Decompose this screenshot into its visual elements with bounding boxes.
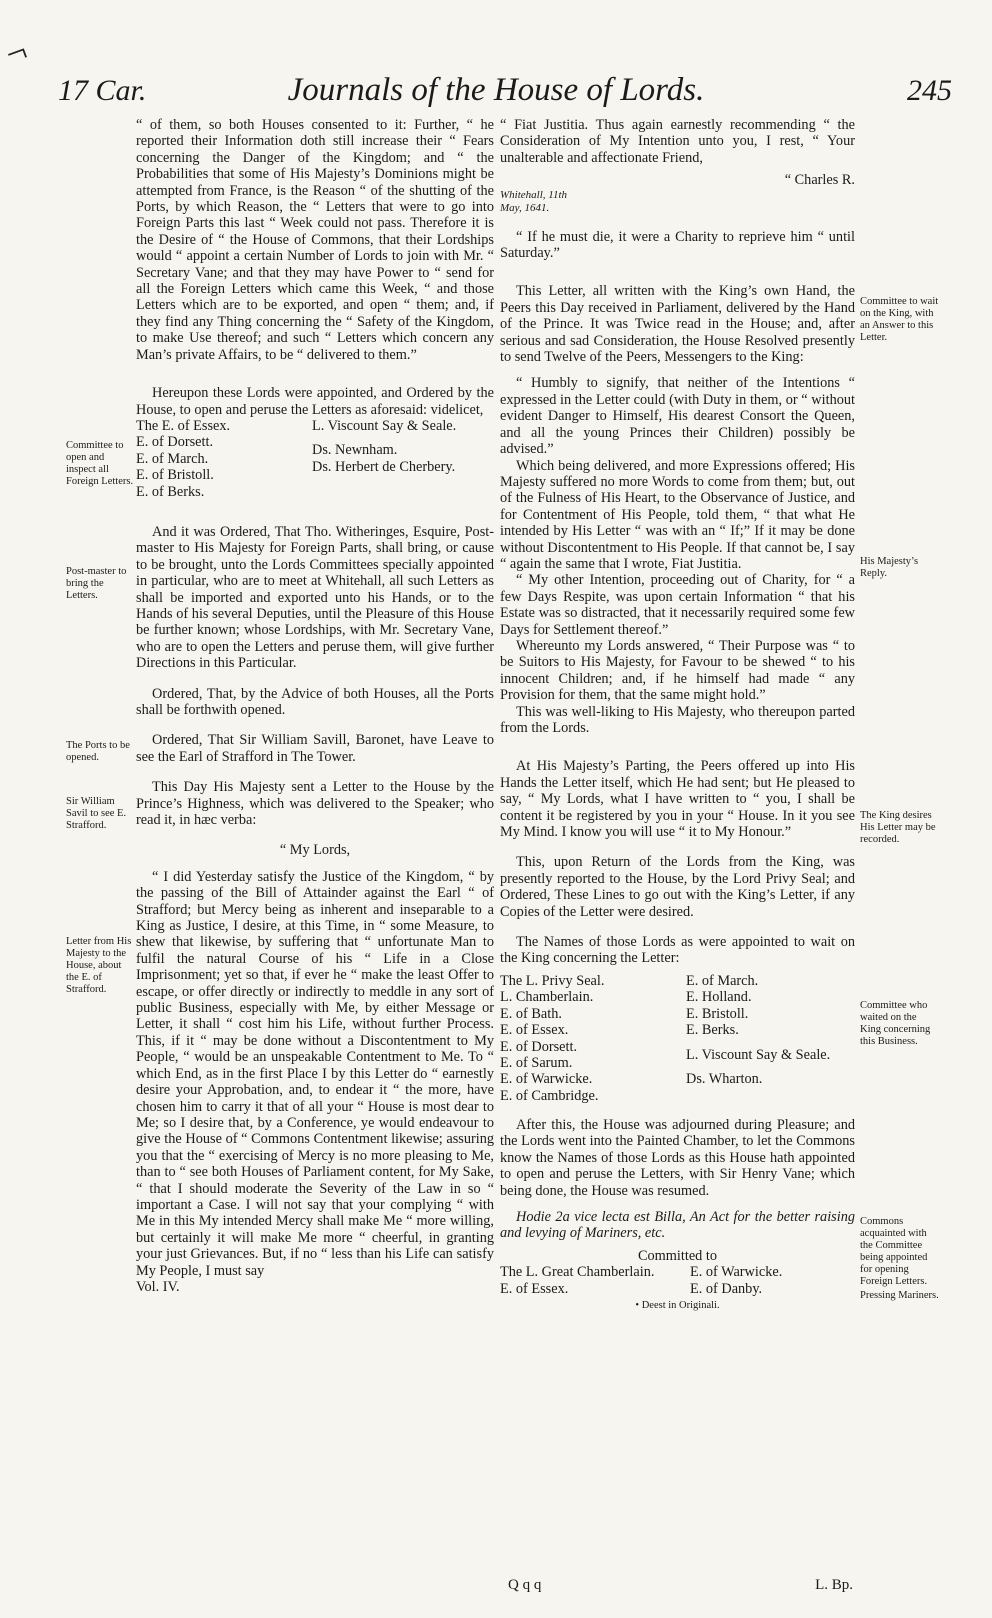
lords-waited-col1 bbox=[500, 973, 604, 1104]
commons-report-paragraph: “ of them, so both Houses consented to it: Further, “ he reported their Information doth still increase their “ Fears concerning the Danger of the Kingdom; and “ the Probabilities that some of His Majesty’s Dominions might be attempted from France, is the Reason “ of the shutting of the Ports, by which Reason, the “ Letters that were to go into Foreign Parts this last “ Week could not pass. Therefore it is the Desire of “ the House of Commons, that their Lordships would “ appoint a certain Number of Lords to join with Mr. “ Secretary Vane; and that they may have Power to “ send for all the Foreign Letters which came this Week, “ and those Letters which are to be exported, and open “ them; and, if they find any Thing concerning the “ Safety of the Kingdom, to make Use thereof; and such “ Letters which concern any Man’s private Affairs, to be “ delivered to them.” bbox=[136, 117, 494, 363]
lord-name: E. of Essex. bbox=[500, 1280, 569, 1297]
lord-name: E. Bristoll. bbox=[686, 1005, 749, 1022]
lords-appointed-paragraph: Hereupon these Lords were appointed, and Ordered by the House, to open and peruse the Letters as aforesaid: videlicet, bbox=[136, 385, 494, 418]
lords-list-col2 bbox=[312, 418, 456, 475]
margin-note-ports: The Ports to be opened. bbox=[66, 740, 130, 763]
lord-name: E. of Dorsett. bbox=[500, 1038, 578, 1055]
lord-name: E. Holland. bbox=[686, 989, 752, 1006]
lord-name: E. of Danby. bbox=[690, 1280, 763, 1297]
lord-name: E. of March. bbox=[686, 972, 759, 989]
king-letter-closing: “ Fiat Justitia. Thus again earnestly recommending “ the Consideration of My Intention unto you, I rest, “ Your unalterable and affectionate Friend, bbox=[500, 117, 855, 166]
postmaster-order-paragraph: And it was Ordered, That Tho. Witheringes, Esquire, Post-master to His Majesty for Foreign Parts, shall bring, or cause to be brought, unto the Lords Committees specially appointed in particular, who are to meet at Whitehall, all such Letters as shall be imported and exported unto his Hands, or to the Hands of his several Deputies, until the Pleasure of this House be further known; whose Lordships, with Mr. Secretary Vane, who are to open the Letters and peruse them, will give further Directions in this Particular. bbox=[136, 523, 494, 672]
regnal-year: 17 Car. bbox=[58, 74, 147, 107]
right-column bbox=[500, 117, 855, 1311]
committed-col2 bbox=[690, 1264, 782, 1297]
lords-list-letters bbox=[136, 418, 494, 502]
left-column bbox=[136, 117, 494, 1295]
names-intro-paragraph: The Names of those Lords as were appointed to wait on the King concerning the Letter: bbox=[500, 934, 855, 967]
lord-name: E. of Sarum. bbox=[500, 1054, 573, 1071]
lord-name: L. Viscount Say & Seale. bbox=[312, 417, 457, 434]
lord-name: Ds. Wharton. bbox=[686, 1070, 763, 1087]
letter-salutation: “ My Lords, bbox=[279, 842, 351, 859]
margin-note-committee-letters: Committee to open and inspect all Foreign Letters. bbox=[66, 440, 134, 487]
committed-col1 bbox=[500, 1264, 654, 1297]
margin-note-reply: His Majesty’s Reply. bbox=[860, 556, 919, 579]
lord-name: E. of March. bbox=[136, 450, 209, 467]
humbly-signify-paragraph: “ Humbly to signify, that neither of the Intentions “ expressed in the Letter could (with Duty in them, or “ without evident Danger to Himself, His dearest Consort the Queen, and all the young Princes their Children) possibly be advised.” bbox=[500, 375, 855, 458]
corner-mark: ¬ bbox=[0, 29, 33, 75]
margin-note-committee-waited: Committee who waited on the King concerning this Business. bbox=[860, 1000, 931, 1047]
other-intention-paragraph: “ My other Intention, proceeding out of Charity, for “ a few Days Respite, was upon certain Information “ that his Estate was so distracted, that it necessarily required some few Days for Settlement thereof.” bbox=[500, 572, 855, 638]
lord-name: E. of Essex. bbox=[500, 1022, 569, 1039]
lords-list-committed bbox=[500, 1264, 855, 1298]
lords-list-waited bbox=[500, 973, 855, 1107]
report-return-paragraph: This, upon Return of the Lords from the King, was presently reported to the House, by the Lord Privy Seal; and Ordered, These Lines to go out with the King’s Letter, if any Copies of the Letter were desired. bbox=[500, 854, 855, 920]
lord-name: L. Chamberlain. bbox=[500, 989, 594, 1006]
volume-label: Vol. IV. bbox=[136, 1278, 180, 1295]
lord-name: E. Berks. bbox=[686, 1022, 739, 1039]
page-title: Journals of the House of Lords. bbox=[287, 72, 705, 108]
lord-name: E. of Warwicke. bbox=[500, 1071, 593, 1088]
margin-note-committee-wait: Committee to wait on the King, with an Answer to this Letter. bbox=[860, 296, 939, 343]
catchword: L. Bp. bbox=[815, 1577, 853, 1593]
lord-name: The L. Great Chamberlain. bbox=[500, 1264, 655, 1281]
margin-note-commons-acquainted: Commons acquainted with the Committee being appointed for opening Foreign Letters. bbox=[860, 1216, 928, 1287]
mariners-bill-paragraph: Hodie 2a vice lecta est Billa, An Act for the better raising and levying of Mariners, etc. bbox=[500, 1208, 855, 1242]
page-number: 245 bbox=[907, 74, 952, 107]
lord-name: Ds. Herbert de Cherbery. bbox=[312, 458, 456, 475]
lord-name: E. of Dorsett. bbox=[136, 434, 214, 451]
lord-name: E. of Warwicke. bbox=[690, 1264, 783, 1281]
lords-answered-paragraph: Whereunto my Lords answered, “ Their Purpose was “ to be Suitors to His Majesty, for Favour to be shewed “ to his innocent Children; and, if he himself had made “ any Provision for them, that the same might hold.” bbox=[500, 637, 855, 704]
letter-dateline: Whitehall, 11th May, 1641. bbox=[500, 188, 568, 214]
king-letter-intro: This Day His Majesty sent a Letter to the House by the Prince’s Highness, which was delivered to the Speaker; who read it, in hæc verba: bbox=[136, 779, 494, 828]
savill-order-paragraph: Ordered, That Sir William Savill, Baronet, have Leave to see the Earl of Strafford in The Tower. bbox=[136, 732, 494, 765]
committed-to-label: Committed to bbox=[637, 1247, 718, 1264]
lord-name: The E. of Essex. bbox=[136, 417, 231, 434]
majesty-parting-paragraph: At His Majesty’s Parting, the Peers offered up into His Hands the Letter itself, which He had sent; but He pleased to say, “ My Lords, what I have written to “ you, I shall be content it be registered by you in your “ House. In it you see My Mind. I know you will use “ it to My Honour.” bbox=[500, 758, 855, 841]
printer-signature-line bbox=[508, 1577, 853, 1594]
lord-name: L. Viscount Say & Seale. bbox=[686, 1046, 831, 1063]
page-header bbox=[40, 68, 952, 114]
margin-note-savil: Sir William Savil to see E. Strafford. bbox=[66, 796, 127, 831]
king-signature: “ Charles R. bbox=[784, 172, 855, 189]
lords-list-col1 bbox=[136, 418, 230, 500]
margin-note-pressing: Pressing Mariners. bbox=[860, 1290, 939, 1301]
adjourned-paragraph: After this, the House was adjourned during Pleasure; and the Lords went into the Painted Chamber, to let the Commons know the Names of those Lords as this House hath appointed to open and peruse the Letters, with Sir Henry Vane; which being done, the House was resumed. bbox=[500, 1116, 855, 1199]
margin-note-letter-from: Letter from His Majesty to the House, about the E. of Strafford. bbox=[66, 936, 132, 995]
signature-mark: Q q q bbox=[508, 1577, 542, 1593]
deest-note: • Deest in Originali. bbox=[635, 1300, 720, 1312]
king-reply-paragraph: Which being delivered, and more Expressions offered; His Majesty suffered no more Words to come from them; but, out of the Fulness of His Heart, to the Observance of Justice, and for Contentment of His People, told them, “ that what He intended by His Letter “ was with an “ If;” If it may be done without Discontentment to His People. If that cannot be, I say “ again the same that I wrote, Fiat Justitia. bbox=[500, 457, 855, 572]
lord-name: E. of Bristoll. bbox=[136, 467, 214, 484]
margin-note-registered: The King desires His Letter may be recorded. bbox=[860, 810, 936, 845]
king-letter-body: “ I did Yesterday satisfy the Justice of the Kingdom, “ by the passing of the Bill of Attainder against the Earl “ of Strafford; but Mercy being as inherent and inseparable to a King as Justice, I desire, at this Time, in “ some Measure, to shew that likewise, by suffering that “ unfortunate Man to fulfil the natural Course of his “ Life in a Close Imprisonment; yet so that, if ever he “ make the least Offer to escape, or offer directly or indirectly to meddle in any sort of public Business, especially with Me, by either Message or Letter, it shall “ cost him his Life, without further Process. This, if it “ may be done without a Discontentment to My People, “ would be an unspeakable Contentment to Me. To “ which End, as in the first Place I by this Letter do “ earnestly desire your Approbation, and, to endear it “ the more, have chosen him to carry it that of all your “ House is most dear to Me; so I desire that, by a Conference, ye would endeavour to give the House of “ Commons Contentment likewise; assuring you that the “ exercising of Mercy is no more pleasing to Me, than to “ see both Houses of Parliament content, for My Sake, “ that I should moderate the Severity of the Law in so “ important a Case. I will not say that your complying “ with Me in this My intended Mercy shall make Me “ more willing, but certainly it will make Me more “ cheerful, in granting your just Grievances. But, if no “ less than his Life can satisfy My People, I must say bbox=[136, 868, 494, 1279]
well-liking-paragraph: This was well-liking to His Majesty, who thereupon parted from the Lords. bbox=[500, 703, 855, 736]
lord-name: E. of Cambridge. bbox=[500, 1087, 599, 1104]
ports-order-paragraph: Ordered, That, by the Advice of both Houses, all the Ports shall be forthwith opened. bbox=[136, 685, 494, 718]
lords-waited-col2 bbox=[686, 973, 830, 1087]
peers-received-paragraph: This Letter, all written with the King’s own Hand, the Peers this Day received in Parliament, delivered by the Hand of the Prince. It was Twice read in the House; and, after serious and sad Consideration, the House Resolved presently to send Twelve of the Peers, Messengers to the King: bbox=[500, 283, 855, 366]
letter-postscript: “ If he must die, it were a Charity to reprieve him “ until Saturday.” bbox=[500, 228, 855, 262]
lord-name: Ds. Newnham. bbox=[312, 442, 398, 459]
margin-note-postmaster: Post-master to bring the Letters. bbox=[66, 566, 127, 601]
lord-name: The L. Privy Seal. bbox=[500, 972, 605, 989]
lord-name: E. of Bath. bbox=[500, 1005, 562, 1022]
lord-name: E. of Berks. bbox=[136, 483, 205, 500]
